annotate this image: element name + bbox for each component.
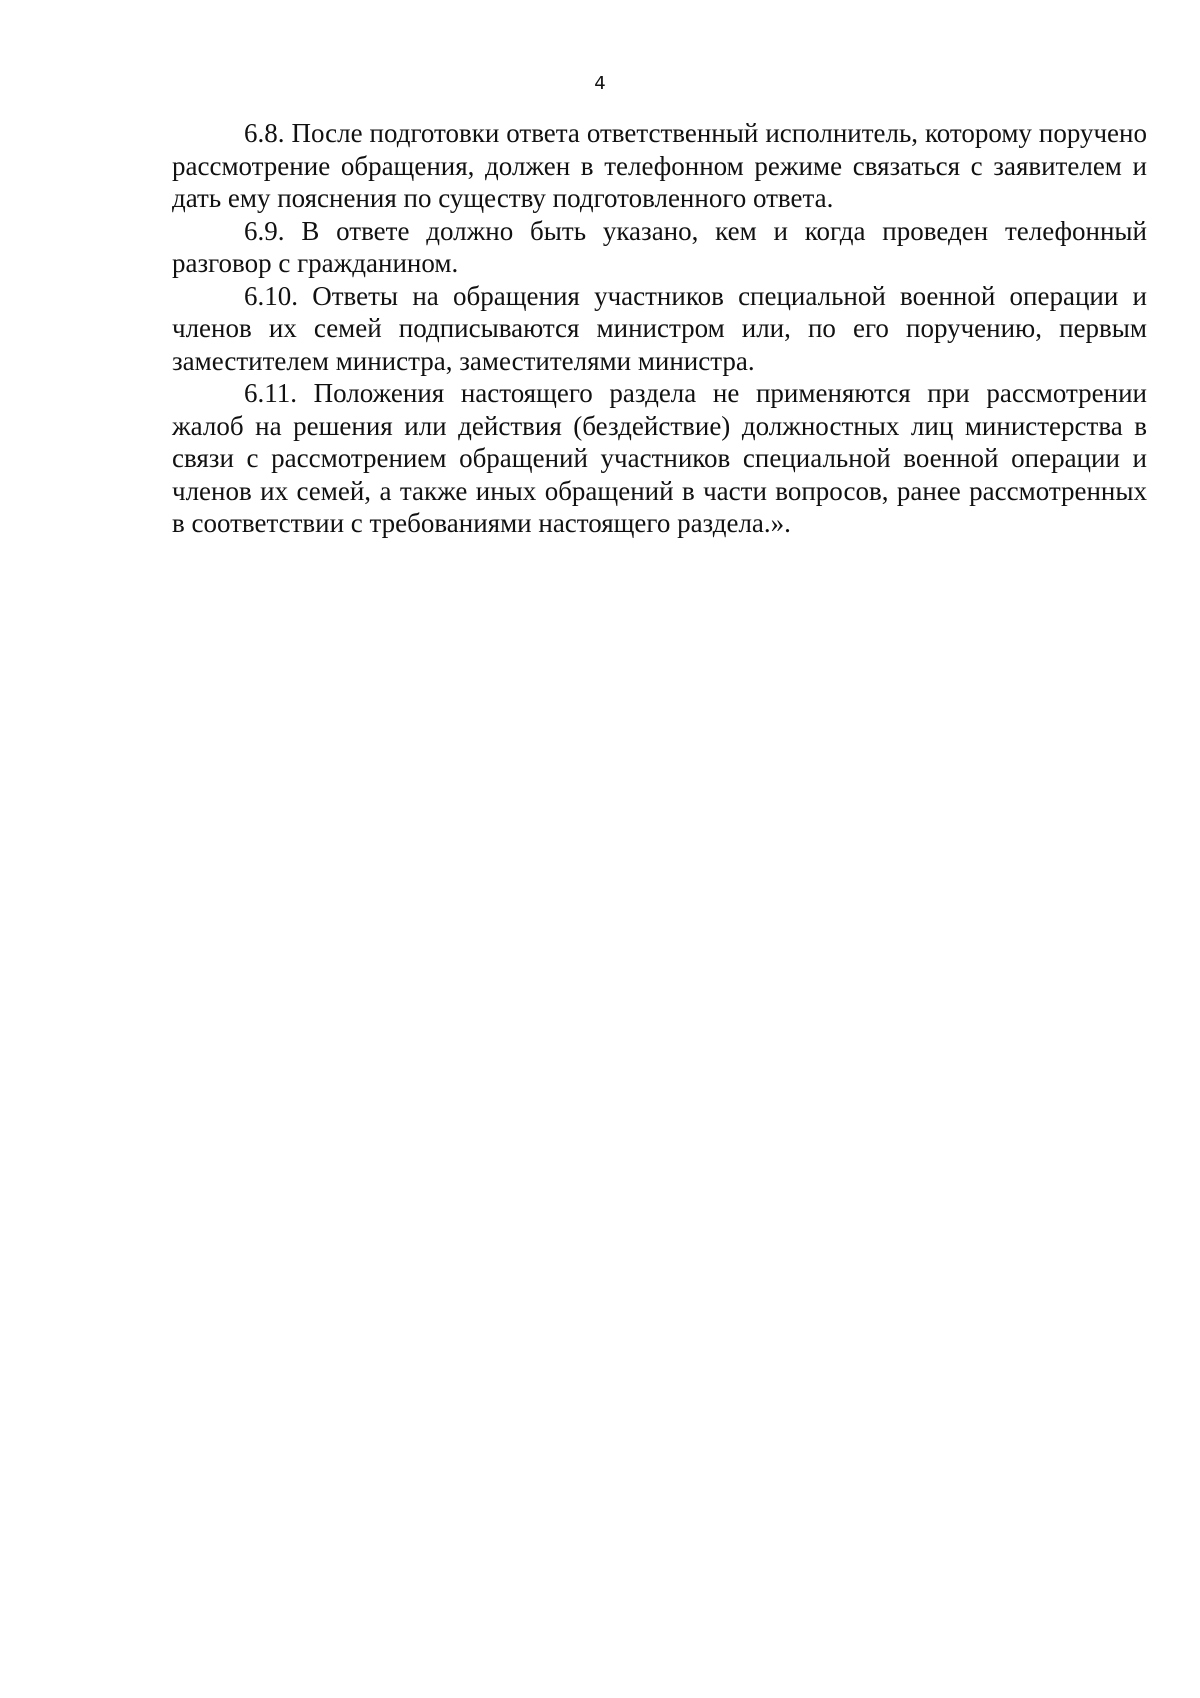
paragraph-6-8: 6.8. После подготовки ответа ответственный исполнитель, которому поручено рассмотрение обращения, должен в телефонном режиме связаться с заявителем и дать ему пояснения по существу подготовленного ответа. [172,118,1147,213]
page-number: 4 [594,73,606,94]
paragraph-6-11: 6.11. Положения настоящего раздела не применяются при рассмотрении жалоб на решения или действия (бездействие) должностных лиц министерства в связи с рассмотрением обращений участников специальной военной операции и членов их семей, а также иных обращений в части вопросов, ранее рассмотренных в соответствии с требованиями настоящего раздела.». [172,378,1147,538]
paragraph-6-9: 6.9. В ответе должно быть указано, кем и когда проведен телефонный разговор с гражданином. [172,215,1147,278]
document-body [172,117,1147,540]
paragraph-6-10: 6.10. Ответы на обращения участников специальной военной операции и членов их семей подписываются министром или, по его поручению, первым заместителем министра, заместителями министра. [172,280,1147,376]
